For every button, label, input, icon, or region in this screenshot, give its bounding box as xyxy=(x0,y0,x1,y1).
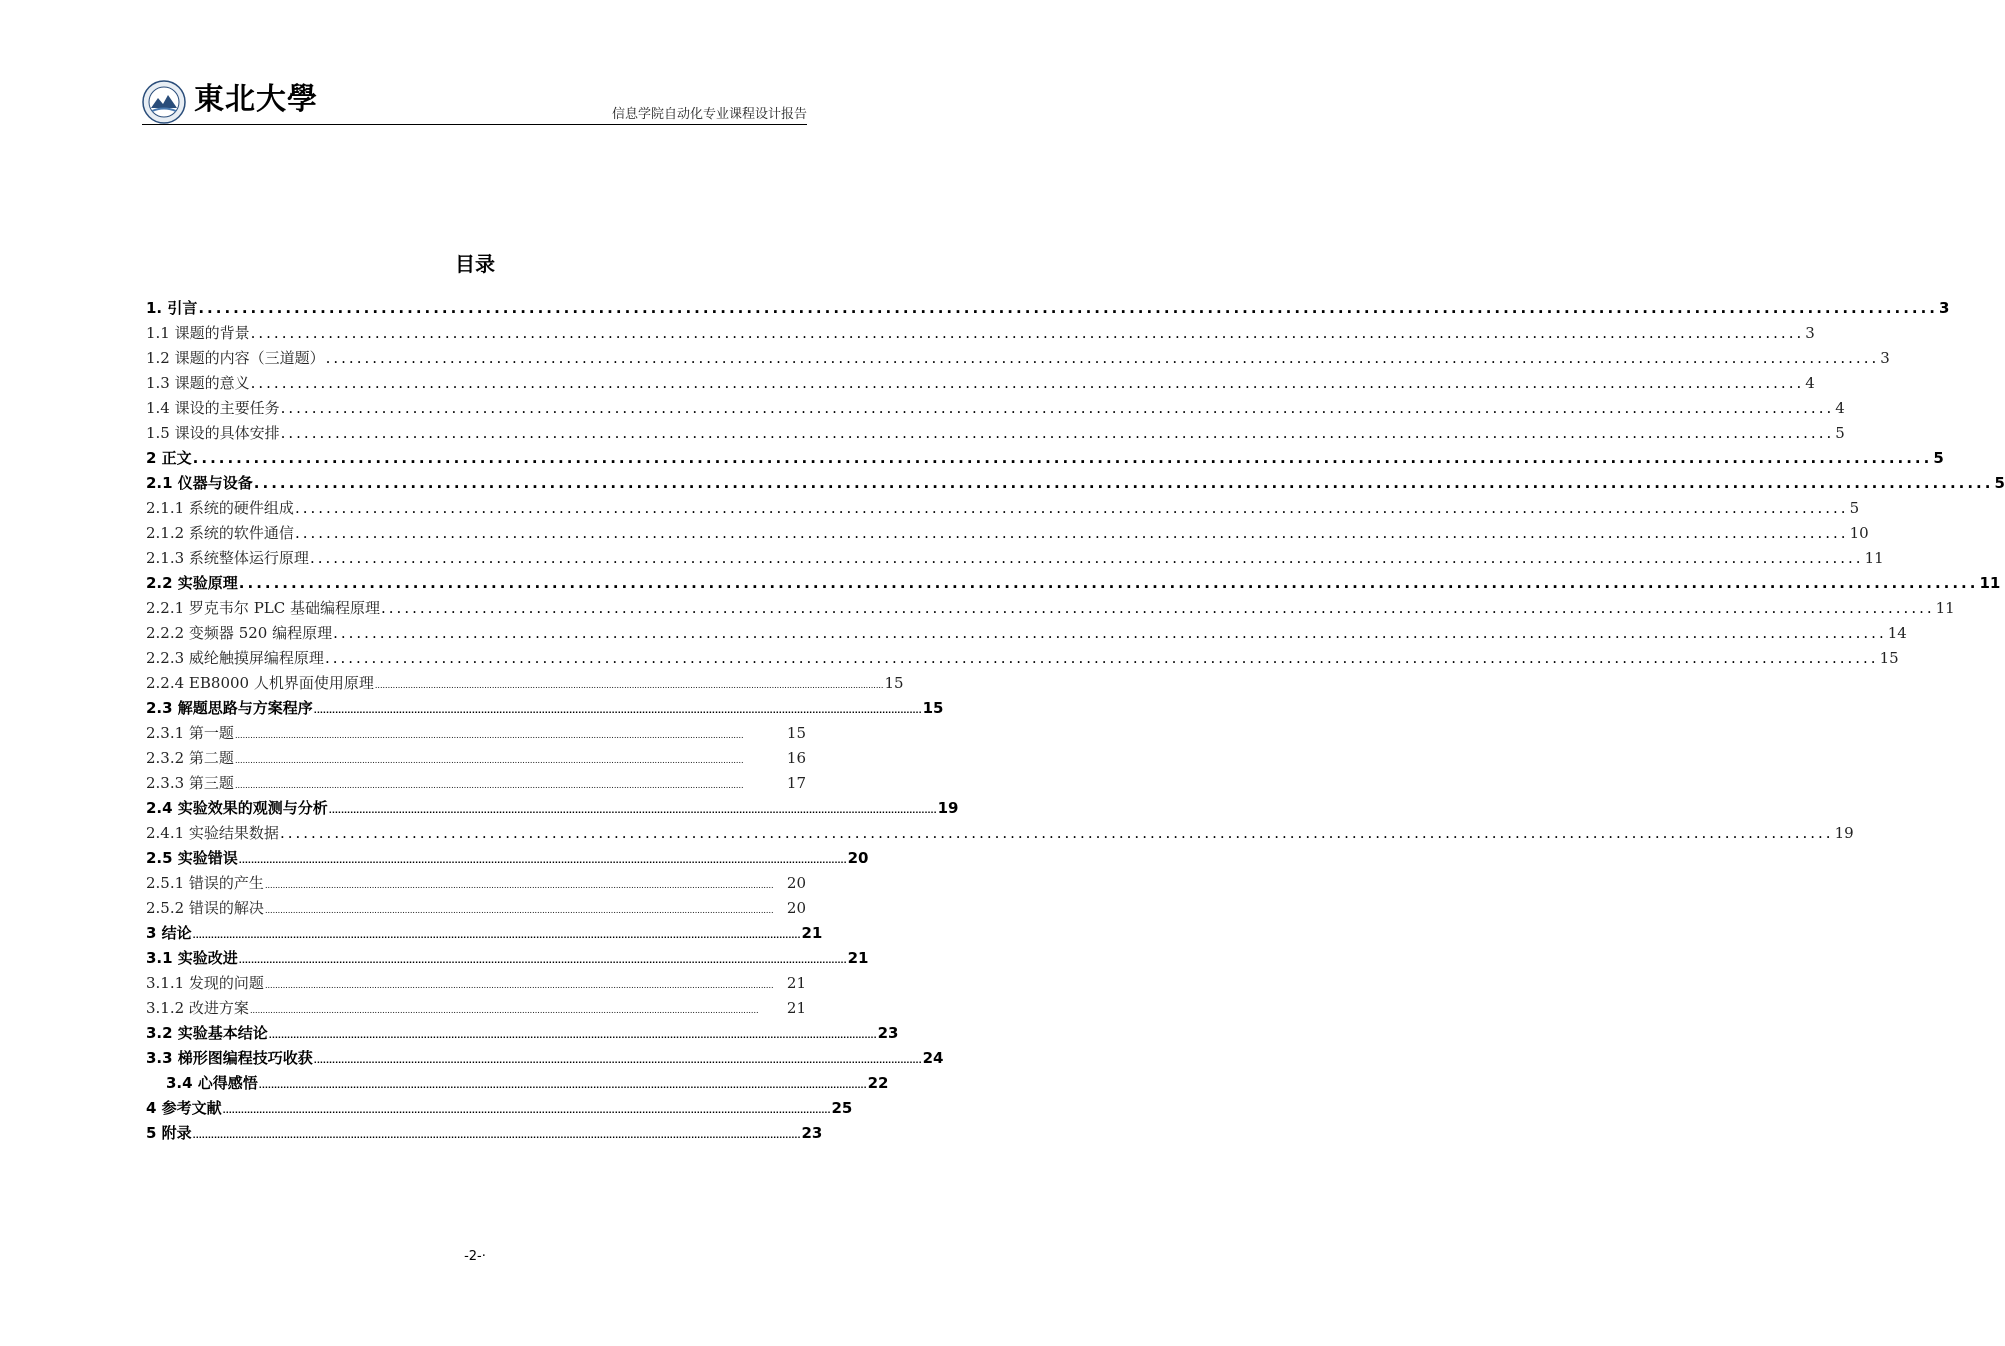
toc-entry[interactable] xyxy=(146,846,869,871)
toc-entry-label: 3 结论 xyxy=(146,924,192,942)
toc-entry-label: 1.2 课题的内容（三道题） xyxy=(146,349,325,367)
toc-entry-page: 22 xyxy=(867,1074,889,1092)
toc-dot-leader: ........................................................................................................................................................................................................ xyxy=(294,499,1849,517)
toc-entry-page: 16 xyxy=(786,749,806,767)
toc-dot-leader: ........................................................................................................................................................................................................ xyxy=(222,1106,831,1115)
toc-dot-leader: ........................................................................................................................................................................................................ xyxy=(268,1031,877,1040)
toc-entry-page: 21 xyxy=(847,949,869,967)
toc-entry[interactable] xyxy=(146,296,1950,321)
toc-entry-label: 2.2.4 EB8000 人机界面使用原理 xyxy=(146,674,374,692)
toc-dot-leader: ........................................................................................................................................................................................................ xyxy=(294,524,1849,542)
toc-dot-leader: ........................................................................................................................................................................................................ xyxy=(264,981,774,990)
toc-dot-leader: ........................................................................................................................................................................................................ xyxy=(198,299,1939,317)
toc-entry[interactable] xyxy=(146,471,2005,496)
university-logo-text: 東北大學 xyxy=(194,82,318,117)
toc-entry-page: 4 xyxy=(1805,374,1815,392)
toc-dot-leader: ........................................................................................................................................................................................................ xyxy=(253,474,1994,492)
toc-entry-page: 24 xyxy=(922,1049,944,1067)
toc-entry-label: 2.1.3 系统整体运行原理 xyxy=(146,549,309,567)
toc-entry-page: 15 xyxy=(1879,649,1899,667)
toc-dot-leader: ........................................................................................................................................................................................................ xyxy=(324,649,1879,667)
toc-entry-page: 21 xyxy=(801,924,823,942)
toc-dot-leader: ........................................................................................................................................................................................................ xyxy=(280,424,1835,442)
toc-entry[interactable] xyxy=(146,596,1955,621)
toc-dot-leader: ........................................................................................................................................................................................................ xyxy=(258,1081,867,1090)
toc-entry[interactable] xyxy=(146,921,823,946)
toc-entry-label: 2.5.1 错误的产生 xyxy=(146,874,264,892)
toc-entry[interactable] xyxy=(146,321,1815,346)
toc-entry-label: 3.4 心得感悟 xyxy=(166,1074,258,1092)
page-header xyxy=(142,76,807,125)
toc-entry[interactable] xyxy=(146,496,1860,521)
toc-entry[interactable] xyxy=(146,446,1944,471)
toc-entry-label: 5 附录 xyxy=(146,1124,192,1142)
toc-entry-page: 23 xyxy=(801,1124,823,1142)
toc-dot-leader: ........................................................................................................................................................................................................ xyxy=(192,449,1933,467)
toc-entry-page: 21 xyxy=(786,999,806,1017)
toc-entry-page: 19 xyxy=(1834,824,1854,842)
toc-entry-label: 3.1.2 改进方案 xyxy=(146,999,249,1017)
toc-entry[interactable] xyxy=(146,996,806,1021)
toc-entry-label: 2.3 解题思路与方案程序 xyxy=(146,699,313,717)
toc-dot-leader: ........................................................................................................................................................................................................ xyxy=(333,624,1887,642)
toc-entry[interactable] xyxy=(146,946,869,971)
toc-entry-label: 2.1 仪器与设备 xyxy=(146,474,253,492)
toc-entry-label: 2.2.2 变频器 520 编程原理 xyxy=(146,624,333,642)
toc-entry-page: 11 xyxy=(1979,574,2001,592)
toc-entry-label: 2.5.2 错误的解决 xyxy=(146,899,264,917)
toc-dot-leader: ........................................................................................................................................................................................................ xyxy=(238,856,847,865)
toc-entry-page: 15 xyxy=(922,699,944,717)
toc-dot-leader: ........................................................................................................................................................................................................ xyxy=(249,1006,759,1015)
toc-entry-label: 3.1.1 发现的问题 xyxy=(146,974,264,992)
toc-entry[interactable] xyxy=(146,421,1845,446)
toc-dot-leader: ........................................................................................................................................................................................................ xyxy=(234,781,744,790)
toc-entry[interactable] xyxy=(146,1071,889,1096)
toc-entry[interactable] xyxy=(146,371,1815,396)
toc-entry-page: 20 xyxy=(786,874,806,892)
toc-entry-label: 1.3 课题的意义 xyxy=(146,374,250,392)
toc-dot-leader: ........................................................................................................................................................................................................ xyxy=(381,599,1935,617)
toc-dot-leader: ........................................................................................................................................................................................................ xyxy=(279,824,1834,842)
toc-dot-leader: ........................................................................................................................................................................................................ xyxy=(234,731,744,740)
toc-dot-leader: ........................................................................................................................................................................................................ xyxy=(328,806,937,815)
toc-entry-label: 1.4 课设的主要任务 xyxy=(146,399,280,417)
toc-entry-label: 2.3.2 第二题 xyxy=(146,749,234,767)
toc-entry[interactable] xyxy=(146,821,1854,846)
toc-entry-label: 2.1.2 系统的软件通信 xyxy=(146,524,294,542)
toc-entry-label: 1.5 课设的具体安排 xyxy=(146,424,280,442)
toc-entry[interactable] xyxy=(146,746,806,771)
toc-dot-leader: ........................................................................................................................................................................................................ xyxy=(264,906,774,915)
toc-entry-page: 15 xyxy=(786,724,806,742)
toc-entry-page: 4 xyxy=(1835,399,1845,417)
header-subtitle: 信息学院自动化专业课程设计报告 xyxy=(611,107,807,122)
toc-entry[interactable] xyxy=(146,521,1869,546)
toc-entry[interactable] xyxy=(146,721,806,746)
page-number: -2-· xyxy=(464,1249,486,1264)
toc-entry[interactable] xyxy=(146,1096,853,1121)
toc-entry-label: 2.3.1 第一题 xyxy=(146,724,234,742)
toc-entry[interactable] xyxy=(146,971,806,996)
table-of-contents xyxy=(146,296,2005,1146)
toc-dot-leader: ........................................................................................................................................................................................................ xyxy=(238,574,1979,592)
toc-entry-page: 23 xyxy=(877,1024,899,1042)
toc-entry[interactable] xyxy=(146,396,1845,421)
toc-dot-leader: ........................................................................................................................................................................................................ xyxy=(309,549,1864,567)
toc-title: 目录 xyxy=(455,252,495,276)
toc-entry-page: 14 xyxy=(1887,624,1907,642)
toc-entry-page: 25 xyxy=(831,1099,853,1117)
toc-entry-label: 2.4.1 实验结果数据 xyxy=(146,824,279,842)
toc-dot-leader: ........................................................................................................................................................................................................ xyxy=(250,374,1805,392)
toc-entry-page: 21 xyxy=(786,974,806,992)
toc-entry-label: 2.2.3 威纶触摸屏编程原理 xyxy=(146,649,324,667)
toc-entry-label: 1. 引言 xyxy=(146,299,198,317)
toc-entry-label: 3.3 梯形图编程技巧收获 xyxy=(146,1049,313,1067)
toc-entry[interactable] xyxy=(146,1121,823,1146)
toc-entry-page: 5 xyxy=(1933,449,1944,467)
toc-entry[interactable] xyxy=(146,346,1890,371)
toc-entry[interactable] xyxy=(146,696,944,721)
toc-dot-leader: ........................................................................................................................................................................................................ xyxy=(313,706,922,715)
toc-dot-leader: ........................................................................................................................................................................................................ xyxy=(192,931,801,940)
toc-entry[interactable] xyxy=(146,671,904,696)
university-seal-icon xyxy=(142,80,186,124)
toc-entry-label: 1.1 课题的背景 xyxy=(146,324,250,342)
toc-entry-label: 2.4 实验效果的观测与分析 xyxy=(146,799,328,817)
toc-entry[interactable] xyxy=(146,771,806,796)
toc-entry-label: 2 正文 xyxy=(146,449,192,467)
toc-entry-label: 2.2.1 罗克韦尔 PLC 基础编程原理 xyxy=(146,599,381,617)
toc-dot-leader: ........................................................................................................................................................................................................ xyxy=(234,756,744,765)
toc-entry[interactable] xyxy=(146,571,2001,596)
toc-entry[interactable] xyxy=(146,546,1884,571)
toc-entry-page: 11 xyxy=(1864,549,1884,567)
toc-entry-page: 15 xyxy=(884,674,904,692)
toc-entry-page: 19 xyxy=(937,799,959,817)
toc-entry-label: 2.5 实验错误 xyxy=(146,849,238,867)
toc-entry[interactable] xyxy=(146,621,1907,646)
toc-dot-leader: ........................................................................................................................................................................................................ xyxy=(374,681,884,690)
toc-entry-label: 2.3.3 第三题 xyxy=(146,774,234,792)
toc-entry-page: 3 xyxy=(1805,324,1815,342)
toc-entry[interactable] xyxy=(146,1046,944,1071)
toc-entry-page: 3 xyxy=(1939,299,1950,317)
toc-dot-leader: ........................................................................................................................................................................................................ xyxy=(313,1056,922,1065)
toc-entry-page: 17 xyxy=(786,774,806,792)
toc-dot-leader: ........................................................................................................................................................................................................ xyxy=(264,881,774,890)
toc-entry-label: 3.1 实验改进 xyxy=(146,949,238,967)
toc-entry-label: 3.2 实验基本结论 xyxy=(146,1024,268,1042)
toc-entry-page: 3 xyxy=(1880,349,1890,367)
toc-entry-page: 10 xyxy=(1849,524,1869,542)
toc-entry[interactable] xyxy=(146,796,959,821)
toc-entry-label: 2.2 实验原理 xyxy=(146,574,238,592)
toc-entry-page: 11 xyxy=(1935,599,1955,617)
toc-entry-label: 2.1.1 系统的硬件组成 xyxy=(146,499,294,517)
toc-entry[interactable] xyxy=(146,871,806,896)
toc-entry[interactable] xyxy=(146,896,806,921)
toc-entry-page: 5 xyxy=(1994,474,2005,492)
toc-dot-leader: ........................................................................................................................................................................................................ xyxy=(250,324,1805,342)
toc-entry-page: 5 xyxy=(1849,499,1860,517)
toc-entry-label: 4 参考文献 xyxy=(146,1099,222,1117)
toc-dot-leader: ........................................................................................................................................................................................................ xyxy=(325,349,1880,367)
toc-entry[interactable] xyxy=(146,1021,899,1046)
toc-dot-leader: ........................................................................................................................................................................................................ xyxy=(192,1131,801,1140)
toc-entry[interactable] xyxy=(146,646,1899,671)
toc-entry-page: 5 xyxy=(1835,424,1845,442)
toc-entry-page: 20 xyxy=(847,849,869,867)
toc-dot-leader: ........................................................................................................................................................................................................ xyxy=(238,956,847,965)
toc-dot-leader: ........................................................................................................................................................................................................ xyxy=(280,399,1835,417)
toc-entry-page: 20 xyxy=(786,899,806,917)
